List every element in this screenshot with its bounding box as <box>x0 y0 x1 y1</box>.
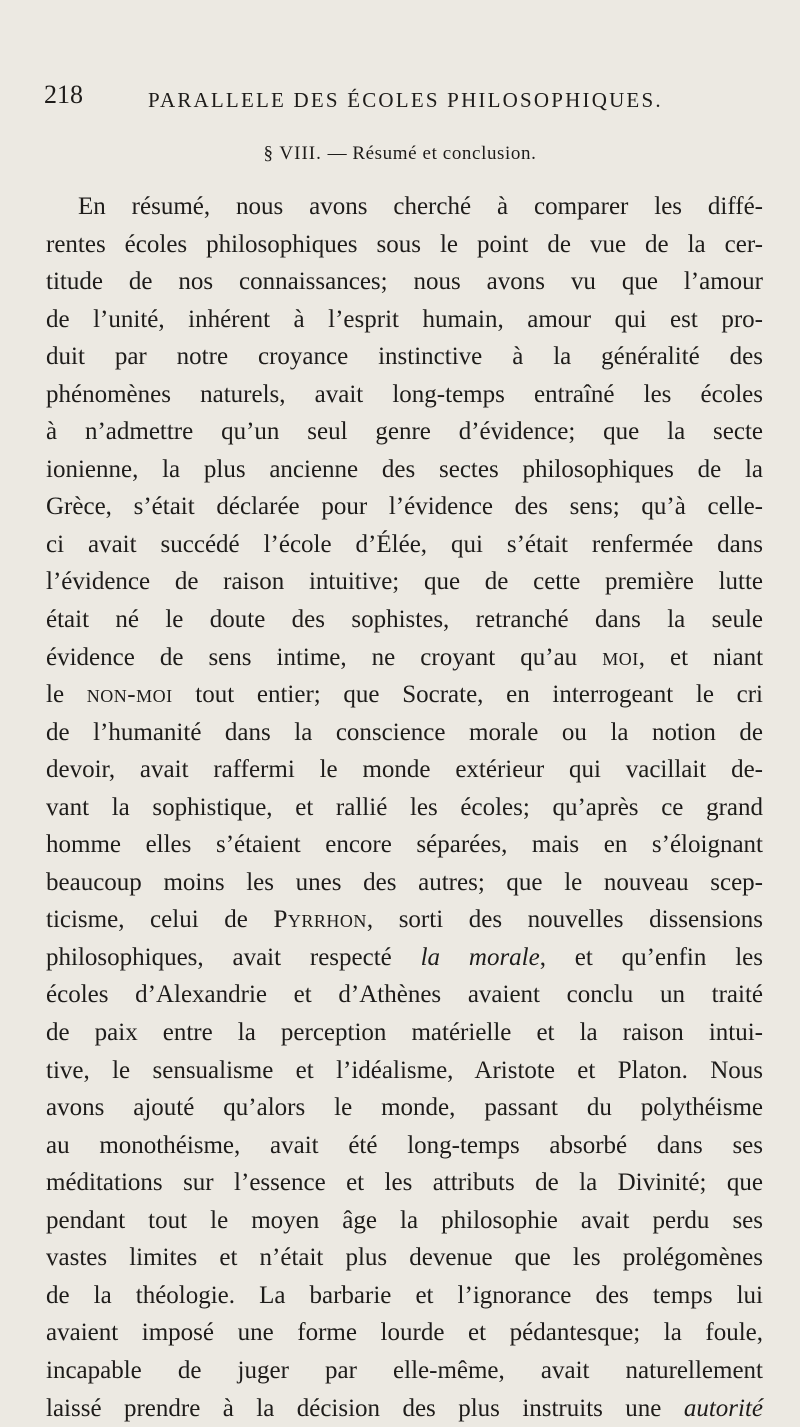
text-line <box>46 1052 763 1090</box>
text-line <box>46 751 763 789</box>
line-text: au monothéisme, avait été long-temps absorbé dans ses <box>46 1132 763 1159</box>
line-text: vastes limites et n’était plus devenue que les prolégomènes <box>46 1244 763 1271</box>
line-text: de l’humanité dans la conscience morale ou la notion de <box>46 719 763 746</box>
section-heading <box>0 143 800 165</box>
line-text: homme elles s’étaient encore séparées, mais en s’éloignant <box>46 831 763 858</box>
line-text: beaucoup moins les unes des autres; que le nouveau scep- <box>46 869 763 896</box>
italic-term: la morale <box>421 944 540 971</box>
text-line <box>46 676 763 714</box>
text-line <box>46 1390 763 1427</box>
text-line <box>46 789 763 827</box>
line-text: ci avait succédé l’école d’Élée, qui s’était renfermée dans <box>46 531 763 558</box>
text-line <box>46 1127 763 1165</box>
line-text: méditations sur l’essence et les attributs de la Divinité; que <box>46 1169 763 1196</box>
line-fragment: laissé prendre à la décision des plus instruits une <box>46 1395 684 1422</box>
text-line <box>46 1014 763 1052</box>
text-line <box>46 413 763 451</box>
text-line <box>46 714 763 752</box>
page-header <box>44 80 770 120</box>
text-line <box>46 451 763 489</box>
text-line <box>46 226 763 264</box>
line-text: tive, le sensualisme et l’idéalisme, Aristote et Platon. Nous <box>46 1057 763 1084</box>
text-line <box>46 639 763 677</box>
small-caps-term: Pyrrhon <box>273 906 366 933</box>
text-line <box>46 939 763 977</box>
text-line <box>46 1277 763 1315</box>
small-caps-term: non-moi <box>87 681 173 708</box>
line-fragment: , et niant <box>639 644 763 671</box>
line-text: avaient imposé une forme lourde et pédantesque; la foule, <box>46 1319 763 1346</box>
line-text: de l’unité, inhérent à l’esprit humain, amour qui est pro- <box>46 306 763 333</box>
text-line <box>46 488 763 526</box>
line-text: vant la sophistique, et rallié les écoles; qu’après ce grand <box>46 794 763 821</box>
text-line <box>46 301 763 339</box>
line-text: à n’admettre qu’un seul genre d’évidence; que la secte <box>46 418 763 445</box>
line-text: l’évidence de raison intuitive; que de cette première lutte <box>46 568 763 595</box>
text-line <box>46 976 763 1014</box>
line-fragment: évidence de sens intime, ne croyant qu’au <box>46 644 602 671</box>
line-fragment: philosophiques, avait respecté <box>46 944 421 971</box>
text-line <box>46 526 763 564</box>
text-line <box>46 601 763 639</box>
line-text: avons ajouté qu’alors le monde, passant du polythéisme <box>46 1094 763 1121</box>
line-text: était né le doute des sophistes, retranché dans la seule <box>46 606 763 633</box>
text-line <box>46 864 763 902</box>
text-line <box>46 1202 763 1240</box>
line-text: duit par notre croyance instinctive à la généralité des <box>46 343 763 370</box>
line-text: rentes écoles philosophiques sous le point de vue de la cer- <box>46 231 763 258</box>
running-title: PARALLELE DES ÉCOLES PHILOSOPHIQUES. <box>148 88 663 113</box>
line-fragment: le <box>46 681 87 708</box>
line-text: de paix entre la perception matérielle et la raison intui- <box>46 1019 763 1046</box>
line-text: ionienne, la plus ancienne des sectes philosophiques de la <box>46 456 763 483</box>
text-line <box>46 338 763 376</box>
text-line <box>46 1164 763 1202</box>
italic-term: autorité <box>684 1395 763 1422</box>
text-line <box>46 1239 763 1277</box>
line-text: En résumé, nous avons cherché à comparer les diffé- <box>78 193 763 220</box>
line-text: phénomènes naturels, avait long-temps entraîné les écoles <box>46 381 763 408</box>
line-fragment: , et qu’enfin les <box>540 944 763 971</box>
line-text: écoles d’Alexandrie et d’Athènes avaient conclu un traité <box>46 981 763 1008</box>
text-line <box>46 188 763 226</box>
line-fragment: ticisme, celui de <box>46 906 273 933</box>
line-text: titude de nos connaissances; nous avons vu que l’amour <box>46 268 763 295</box>
page-number: 218 <box>44 80 83 110</box>
text-line <box>46 826 763 864</box>
line-text: pendant tout le moyen âge la philosophie avait perdu ses <box>46 1207 763 1234</box>
line-fragment: tout entier; que Socrate, en interrogeant le cri <box>173 681 763 708</box>
text-line <box>46 1314 763 1352</box>
text-line <box>46 563 763 601</box>
section-number: § VIII. — <box>264 143 348 164</box>
text-line <box>46 1089 763 1127</box>
text-line <box>46 901 763 939</box>
line-text: incapable de juger par elle-même, avait naturellement <box>46 1357 763 1384</box>
line-text: Grèce, s’était déclarée pour l’évidence des sens; qu’à celle- <box>46 493 763 520</box>
text-line <box>46 376 763 414</box>
text-line <box>46 263 763 301</box>
text-line <box>46 1352 763 1390</box>
line-text: devoir, avait raffermi le monde extérieur qui vacillait de- <box>46 756 763 783</box>
section-title: Résumé et conclusion. <box>352 143 536 164</box>
line-fragment: , sorti des nouvelles dissensions <box>367 906 763 933</box>
small-caps-term: moi <box>602 644 639 671</box>
line-text: de la théologie. La barbarie et l’ignorance des temps lui <box>46 1282 763 1309</box>
body-text <box>46 188 763 1427</box>
